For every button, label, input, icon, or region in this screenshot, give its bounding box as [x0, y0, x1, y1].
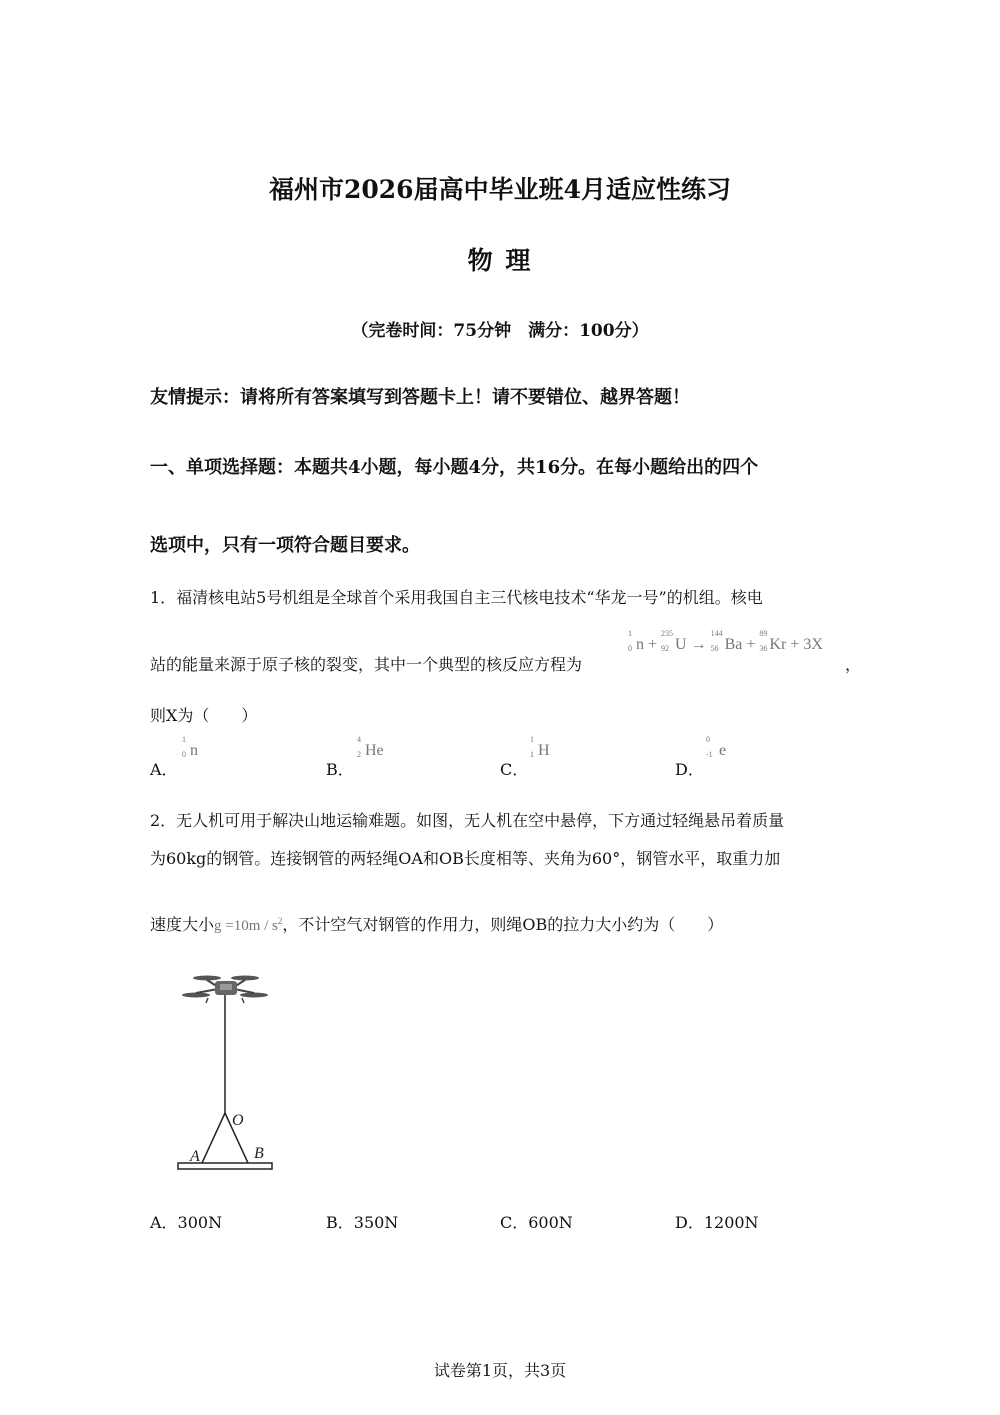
label-b: B — [254, 1145, 264, 1162]
rope-oa — [202, 1113, 225, 1163]
exam-title: 福州市2026届高中毕业班4月适应性练习 — [269, 175, 731, 204]
q1-line2 — [150, 652, 582, 675]
section-heading-line2: 选项中，只有一项符合题目要求。 — [150, 535, 420, 556]
label-o: O — [232, 1112, 244, 1129]
q1-line3: 则X为（ ） — [150, 706, 258, 725]
q2-option-b[interactable]: B．350N — [326, 1213, 399, 1232]
q1-line2-end: ， — [845, 655, 862, 674]
page-footer: 试卷第1页，共3页 — [433, 1361, 567, 1380]
friendly-tip: 友情提示：请将所有答案填写到答题卡上！请不要错位、越界答题！ — [150, 387, 690, 408]
q1-option-d-nuclide: 0 -1 e — [706, 735, 727, 759]
equation-tail: + 3X — [790, 636, 823, 653]
gravity-formula: $g =10m / s^2$ — [214, 916, 283, 934]
section-heading-line1: 一、单项选择题：本题共4小题，每小题4分，共16分。在每小题给出的四个 — [150, 457, 759, 478]
q2-option-c[interactable]: C．600N — [500, 1213, 573, 1232]
drone-figure — [170, 965, 280, 1175]
q1-option-a-nuclide: 1 0 n — [182, 735, 198, 759]
nuclear-equation — [628, 629, 823, 654]
neutron-nuclide: 1 0 n — [628, 629, 644, 653]
q1-option-b-nuclide: 4 2 He — [357, 735, 384, 759]
q2-line1: 2．无人机可用于解决山地运输难题。如图，无人机在空中悬停，下方通过轻绳悬吊着质量 — [150, 811, 785, 830]
q2-option-d[interactable]: D．1200N — [675, 1213, 759, 1232]
q2-line3-start: 速度大小 — [150, 915, 215, 934]
q1-option-c-nuclide: 1 1 H — [530, 735, 550, 759]
exam-meta: （完卷时间：75分钟 满分：100分） — [351, 321, 649, 341]
barium-nuclide: 144 56 Ba — [710, 629, 743, 653]
reaction-arrow: → — [690, 636, 707, 653]
q1-option-c[interactable]: C． — [500, 760, 529, 779]
krypton-nuclide: 89 36 Kr — [759, 629, 787, 653]
q2-line3-end: ，不计空气对钢管的作用力，则绳OB的拉力大小约为（ ） — [282, 915, 724, 934]
q1-line1: 1．福清核电站5号机组是全球首个采用我国自主三代核电技术“华龙一号”的机组。核电 — [150, 588, 763, 607]
plus-sign: + — [746, 636, 756, 653]
exam-subject: 物 理 — [467, 246, 533, 275]
q2-option-a[interactable]: A．300N — [150, 1213, 223, 1232]
q2-line2: 为60kg的钢管。连接钢管的两轻绳OA和OB长度相等、夹角为60°，钢管水平，取重力加 — [150, 849, 781, 868]
plus-sign: + — [648, 636, 658, 653]
q1-option-b[interactable]: B． — [326, 760, 354, 779]
q1-line2-text: 站的能量来源于原子核的裂变，其中一个典型的核反应方程为 — [150, 655, 583, 674]
q1-option-d[interactable]: D． — [675, 760, 704, 779]
q1-option-a[interactable]: A． — [150, 760, 178, 779]
label-a: A — [190, 1148, 200, 1165]
q2-line3 — [150, 912, 723, 935]
uranium-nuclide: 235 92 U — [661, 629, 687, 653]
